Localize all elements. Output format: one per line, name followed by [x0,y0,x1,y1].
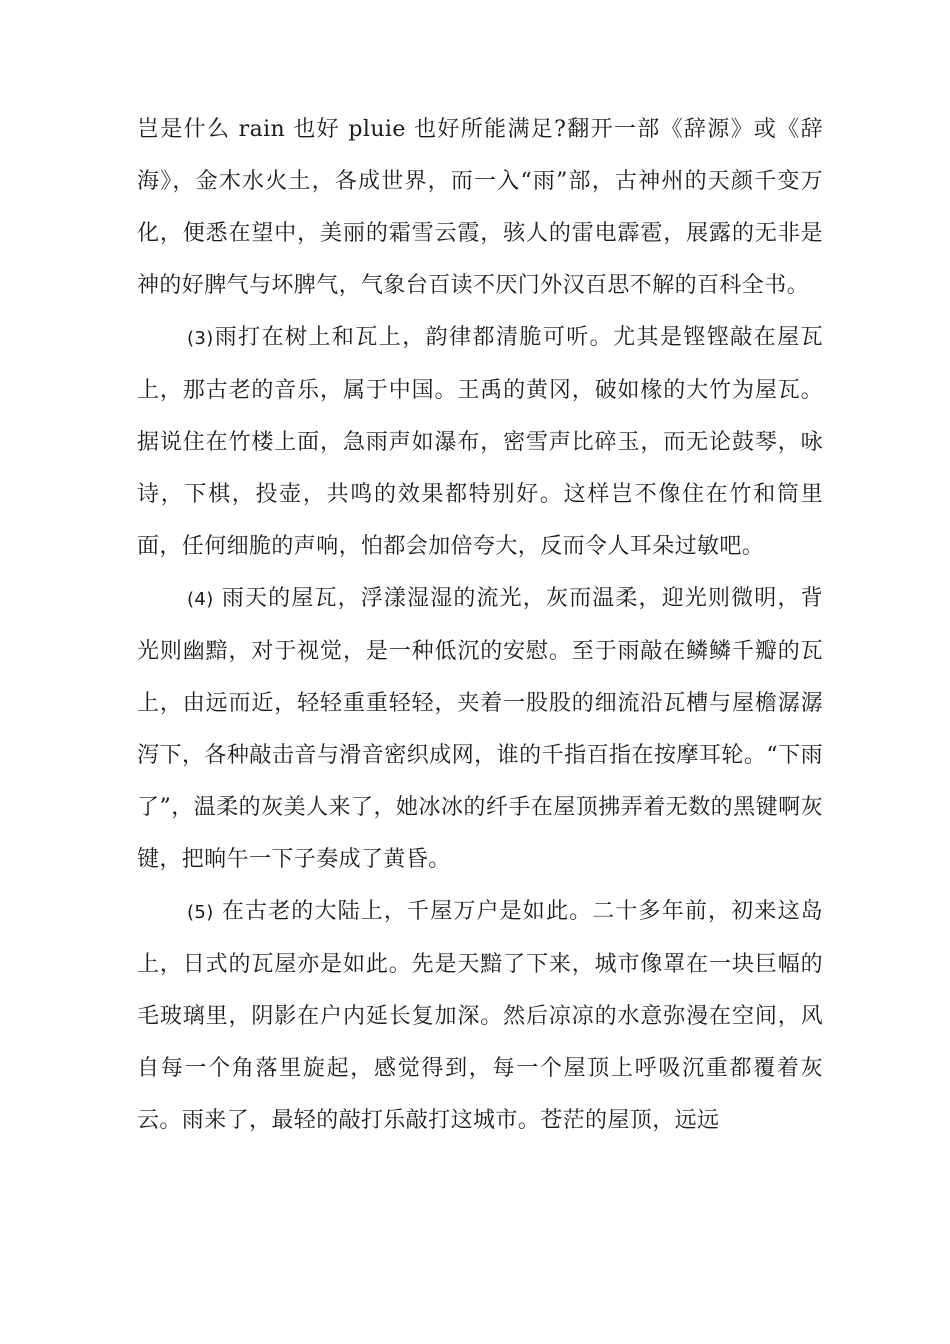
paragraph-3 [137,312,823,573]
document-body [137,104,823,1147]
paragraph-5-text: 在古老的大陆上，千屋万户是如此。二十多年前，初来这岛上，日式的瓦屋亦是如此。先是天黯了下来，城市像罩在一块巨幅的毛玻璃里，阴影在户内延长复加深。然后凉凉的水意弥漫在空间，风自每一个角落里旋起，感觉得到，每一个屋顶上呼吸沉重都覆着灰云。雨来了，最轻的敲打乐敲打这城市。苍茫的屋顶，远远 [137,899,823,1133]
paragraph-4 [137,573,823,886]
paragraph-5-number: (5) [187,902,214,923]
paragraph-1 [137,104,823,312]
paragraph-1-text: 岂是什么 rain 也好 pluie 也好所能满足?翻开一部《辞源》或《辞海》，金木水火土，各成世界，而一入“雨”部，古神州的天颜千变万化，便悉在望中，美丽的霜雪云霞，骇人的雷电霹雹，展露的无非是神的好脾气与坏脾气，气象台百读不厌门外汉百思不解的百科全书。 [137,117,823,298]
paragraph-3-text: 雨打在树上和瓦上，韵律都清脆可听。尤其是铿铿敲在屋瓦上，那古老的音乐，属于中国。王禹的黄冈，破如椽的大竹为屋瓦。据说住在竹楼上面，急雨声如瀑布，密雪声比碎玉，而无论鼓琴，咏诗，下棋，投壶，共鸣的效果都特别好。这样岂不像住在竹和筒里面，任何细脆的声响，怕都会加倍夸大，反而令人耳朵过敏吧。 [137,325,823,559]
paragraph-5 [137,886,823,1147]
paragraph-3-number: (3) [187,328,214,349]
paragraph-4-number: (4) [187,589,214,610]
paragraph-4-text: 雨天的屋瓦，浮漾湿湿的流光，灰而温柔，迎光则微明，背光则幽黯，对于视觉，是一种低沉的安慰。至于雨敲在鳞鳞千瓣的瓦上，由远而近，轻轻重重轻轻，夹着一股股的细流沿瓦槽与屋檐潺潺泻下，各种敲击音与滑音密织成网，谁的千指百指在按摩耳轮。“下雨了”，温柔的灰美人来了，她冰冰的纤手在屋顶拂弄着无数的黑键啊灰键，把晌午一下子奏成了黄昏。 [137,586,823,872]
